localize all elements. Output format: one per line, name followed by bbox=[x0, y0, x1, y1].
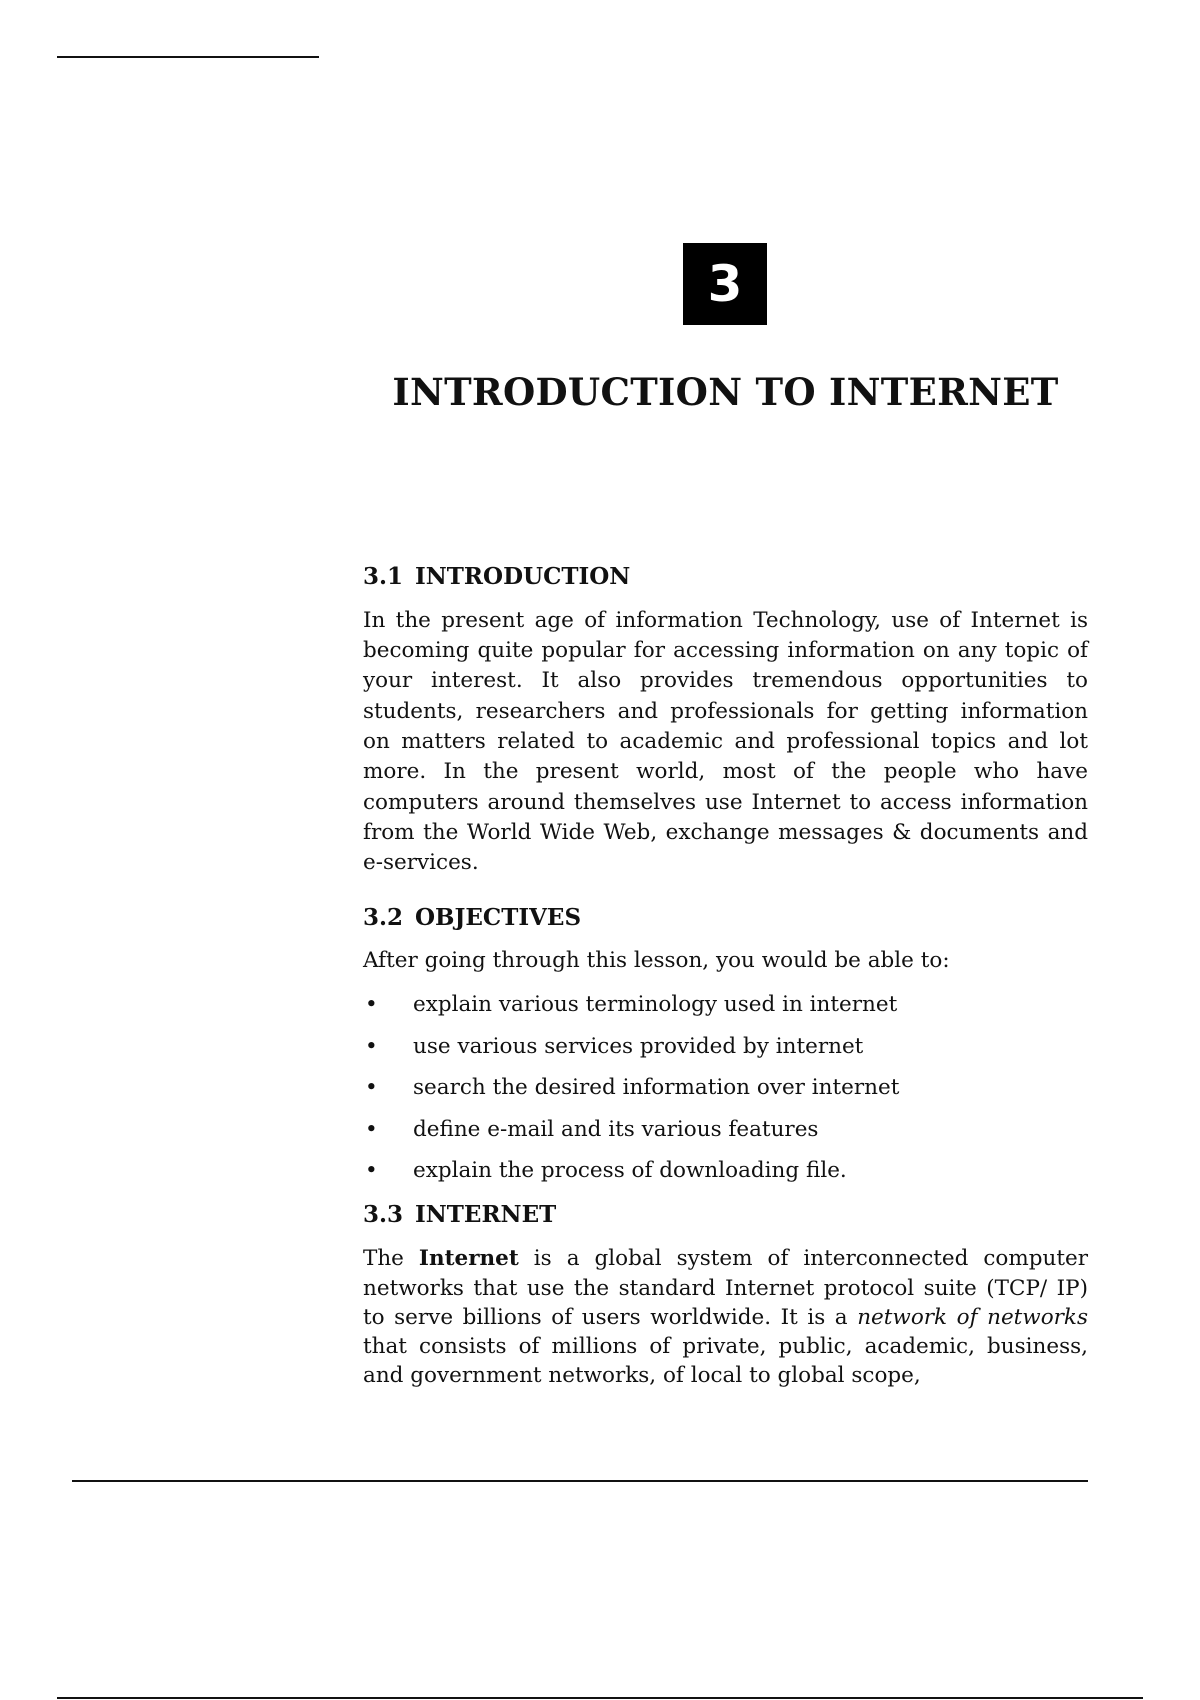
list-item-text: explain various terminology used in internet bbox=[413, 992, 898, 1018]
section-title: INTERNET bbox=[415, 1201, 557, 1229]
section-3-3 bbox=[363, 1200, 1088, 1390]
bold-term: Internet bbox=[418, 1246, 519, 1272]
list-item bbox=[363, 1156, 1088, 1186]
page-bottom-rule bbox=[57, 1697, 1143, 1699]
section-title: OBJECTIVES bbox=[415, 903, 582, 931]
footer-rule bbox=[72, 1480, 1088, 1482]
bullet-icon: • bbox=[365, 992, 378, 1018]
section-number: 3.2 bbox=[363, 903, 404, 931]
internet-paragraph bbox=[363, 1244, 1088, 1390]
section-number: 3.1 bbox=[363, 563, 404, 590]
chapter-body bbox=[363, 562, 1088, 1390]
section-3-2 bbox=[363, 903, 1088, 1187]
bullet-icon: • bbox=[365, 1158, 378, 1184]
objectives-intro: After going through this lesson, you would be able to: bbox=[363, 948, 950, 974]
section-title: INTRODUCTION bbox=[415, 563, 631, 590]
paragraph-text: The bbox=[363, 1246, 419, 1272]
paragraph-text: is a global system of interconnected computer networks that use the standard Internet protocol suite (TCP/ IP) to serve billions of users worldwide. It is a bbox=[363, 1246, 1088, 1330]
header-rule bbox=[57, 56, 319, 58]
list-item bbox=[363, 990, 1088, 1020]
italic-term: network of networks bbox=[857, 1304, 1088, 1330]
list-item bbox=[363, 1115, 1088, 1145]
section-heading bbox=[363, 903, 1088, 933]
list-item-text: search the desired information over internet bbox=[413, 1075, 900, 1101]
section-3-1 bbox=[363, 562, 1088, 879]
section-number: 3.3 bbox=[363, 1201, 404, 1229]
bullet-icon: • bbox=[365, 1116, 378, 1142]
section-heading bbox=[363, 562, 1088, 592]
bullet-icon: • bbox=[365, 1075, 378, 1101]
intro-paragraph: In the present age of information Technology, use of Internet is becoming quite popular for accessing information on any topic of your interest. It also provides tremendous opportunities to students, researchers and professionals for getting information on matters related to academic and professional topics and lot more. In the present world, most of the people who have computers around themselves use Internet to access information from the World Wide Web, exchange messages & documents and e-services. bbox=[363, 607, 1088, 876]
list-item-text: explain the process of downloading file. bbox=[413, 1158, 847, 1184]
section-heading bbox=[363, 1200, 1088, 1230]
list-item-text: use various services provided by internet bbox=[413, 1033, 864, 1059]
list-item bbox=[363, 1073, 1088, 1103]
list-item-text: define e-mail and its various features bbox=[413, 1116, 819, 1142]
list-item bbox=[363, 1032, 1088, 1062]
objectives-list bbox=[363, 990, 1088, 1186]
chapter-number: 3 bbox=[707, 255, 743, 313]
chapter-number-badge bbox=[683, 243, 767, 325]
chapter-title: INTRODUCTION TO INTERNET bbox=[392, 370, 1059, 414]
bullet-icon: • bbox=[365, 1033, 378, 1059]
paragraph-text: that consists of millions of private, public, academic, business, and government networks, of local to global scope, bbox=[363, 1333, 1088, 1389]
